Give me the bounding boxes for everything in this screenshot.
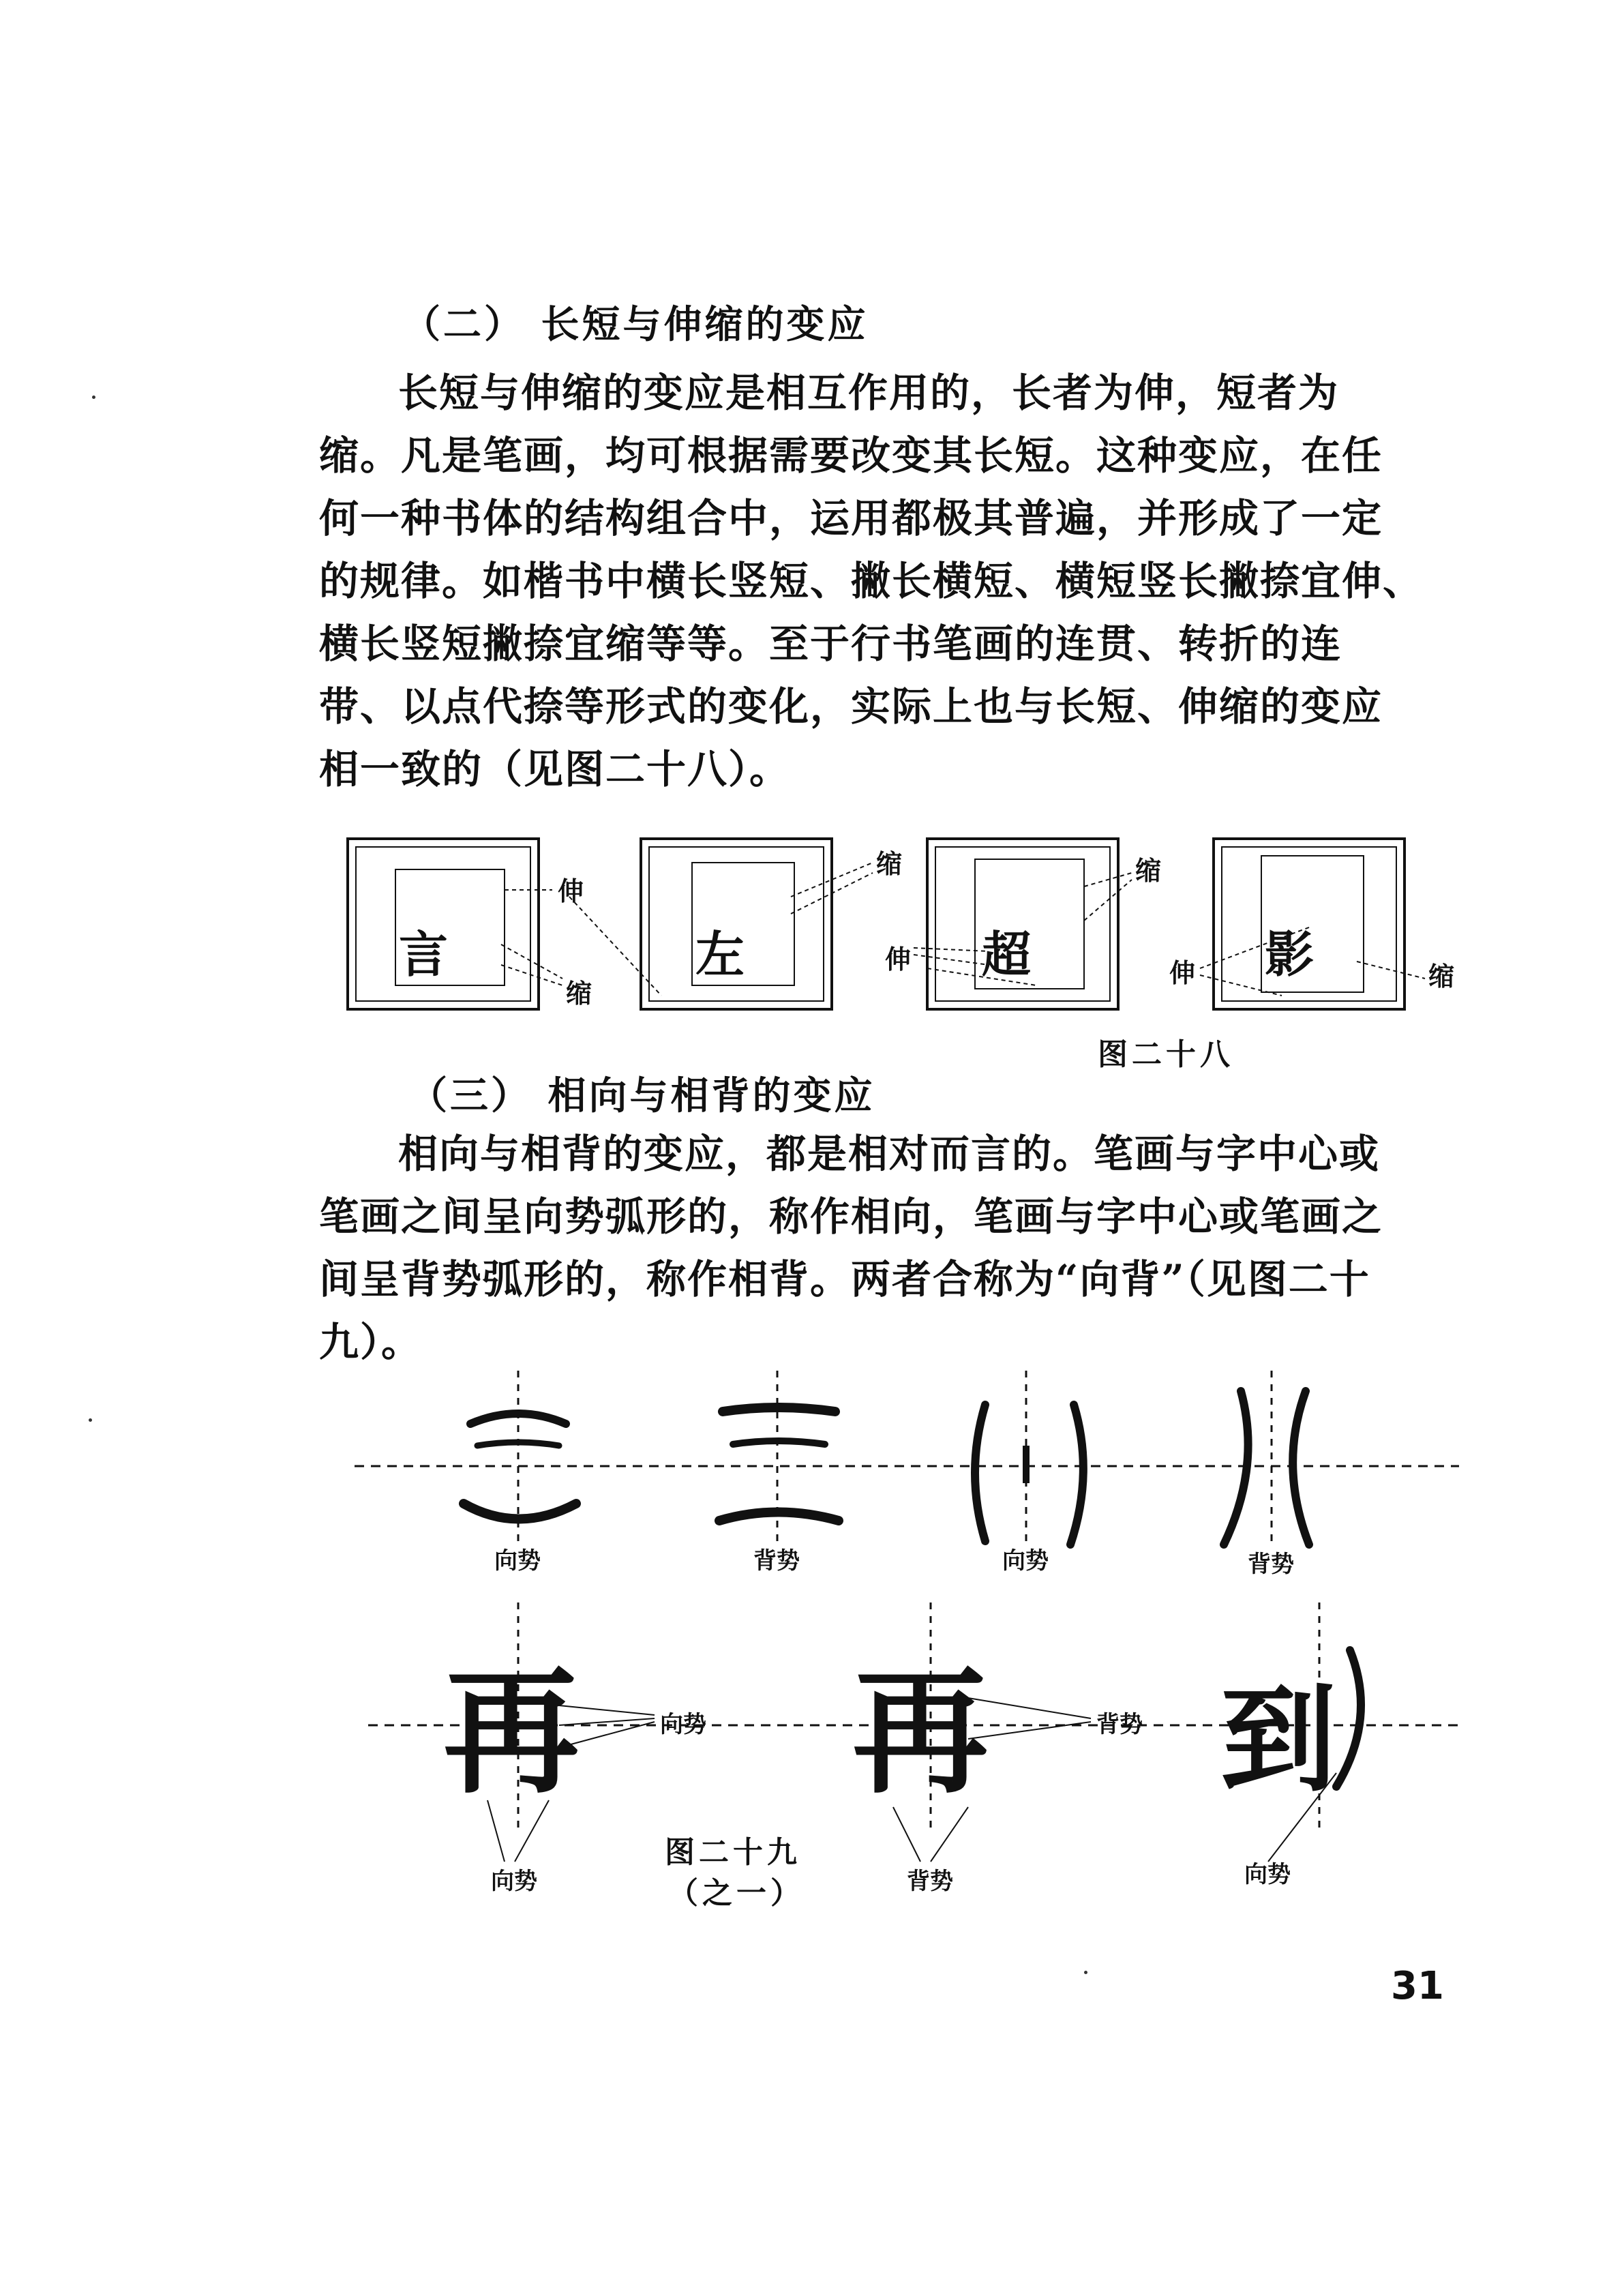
figure-28-box-3 [927,839,1118,1009]
figure-29-caption-sub: （之一） [668,1876,805,1911]
stroke-curve [1336,1650,1361,1787]
stroke-curve [477,1442,559,1446]
paragraph-line: 笔画之间呈向势弧形的，称作相向，笔画与字中心或笔画之 [319,1193,1383,1240]
label-away: 背势 [1248,1551,1294,1578]
figure-28-label-extend: 伸 [558,876,584,906]
stroke-curve [1224,1391,1248,1545]
label-toward: 向势 [660,1711,706,1738]
label-toward: 向势 [494,1547,541,1575]
figure-28-label-shrink: 缩 [1135,855,1162,886]
stroke-curve [733,1441,825,1444]
page-number: 31 [1391,1964,1444,2008]
stroke-curve [464,1504,576,1519]
figure-28-label-shrink: 缩 [876,848,903,879]
figure-29-char-1: 再 [443,1652,580,1813]
paragraph-line: 间呈背势弧形的，称作相背。两者合称为“向背”（见图二十 [319,1256,1370,1302]
stroke-curve [1293,1391,1309,1545]
label-away: 背势 [907,1868,953,1895]
label-away: 背势 [1096,1711,1143,1738]
stroke-curve [723,1407,835,1412]
label-toward: 向势 [491,1868,537,1895]
paragraph-line: 相一致的（见图二十八）。 [319,746,791,792]
stroke-curve [719,1512,839,1521]
figure-29-caption: 图二十九 [665,1835,801,1870]
figure-28-label-shrink: 缩 [566,978,592,1009]
figure-28-label-shrink: 缩 [1428,961,1455,992]
scan-speck [89,1418,92,1422]
figure-28-label-extend: 伸 [885,944,912,974]
label-away: 背势 [753,1547,800,1575]
figure-29-top-row [355,1364,1459,1589]
section-3-heading: （三） 相向与相背的变应 [409,1074,875,1118]
label-toward: 向势 [1002,1547,1049,1575]
section-2-heading: （二） 长短与伸缩的变应 [402,303,869,347]
section-3-paragraph [319,1122,1465,1373]
figure-28-box-1 [348,839,539,1009]
stroke-curve [1070,1405,1083,1545]
figure-28-char-3: 超 [982,925,1032,983]
figure-29-bottom-row [368,1602,1459,1903]
stroke-curve [470,1414,566,1424]
paragraph-line: 带、以点代捺等形式的变化，实际上也与长短、伸缩的变应 [319,683,1383,730]
figure-28-label-extend: 伸 [1169,957,1196,988]
figure-28-box-4 [1214,839,1405,1009]
figure-28-caption: 图二十八 [1098,1037,1234,1072]
figure-28 [341,832,1466,1023]
section-2-paragraph [319,361,1465,801]
paragraph-line: 何一种书体的结构组合中，运用都极其普遍，并形成了一定 [319,495,1383,541]
paragraph-line: 的规律。如楷书中横长竖短、撇长横短、横短竖长撇捺宜伸、 [319,558,1424,604]
paragraph-line: 相向与相背的变应，都是相对而言的。笔画与字中心或 [398,1131,1381,1177]
figure-28-char-2: 左 [695,925,745,983]
scan-speck [92,396,95,399]
paragraph-line: 横长竖短撇捺宜缩等等。至于行书笔画的连贯、转折的连 [319,621,1342,667]
figure-29-char-3: 到 [1220,1671,1337,1808]
scan-speck [1084,1971,1087,1974]
figure-29-char-2: 再 [852,1652,989,1813]
figure-28-char-1: 言 [399,925,449,983]
figure-28-box-2 [641,839,832,1009]
paragraph-line: 缩。凡是笔画，均可根据需要改变其长短。这种变应，在任 [319,432,1383,479]
paragraph-line: 九）。 [319,1319,423,1365]
label-toward: 向势 [1244,1861,1291,1888]
figure-28-char-4: 影 [1265,925,1315,983]
paragraph-line: 长短与伸缩的变应是相互作用的，长者为伸，短者为 [398,370,1340,416]
stroke-curve [975,1405,985,1541]
